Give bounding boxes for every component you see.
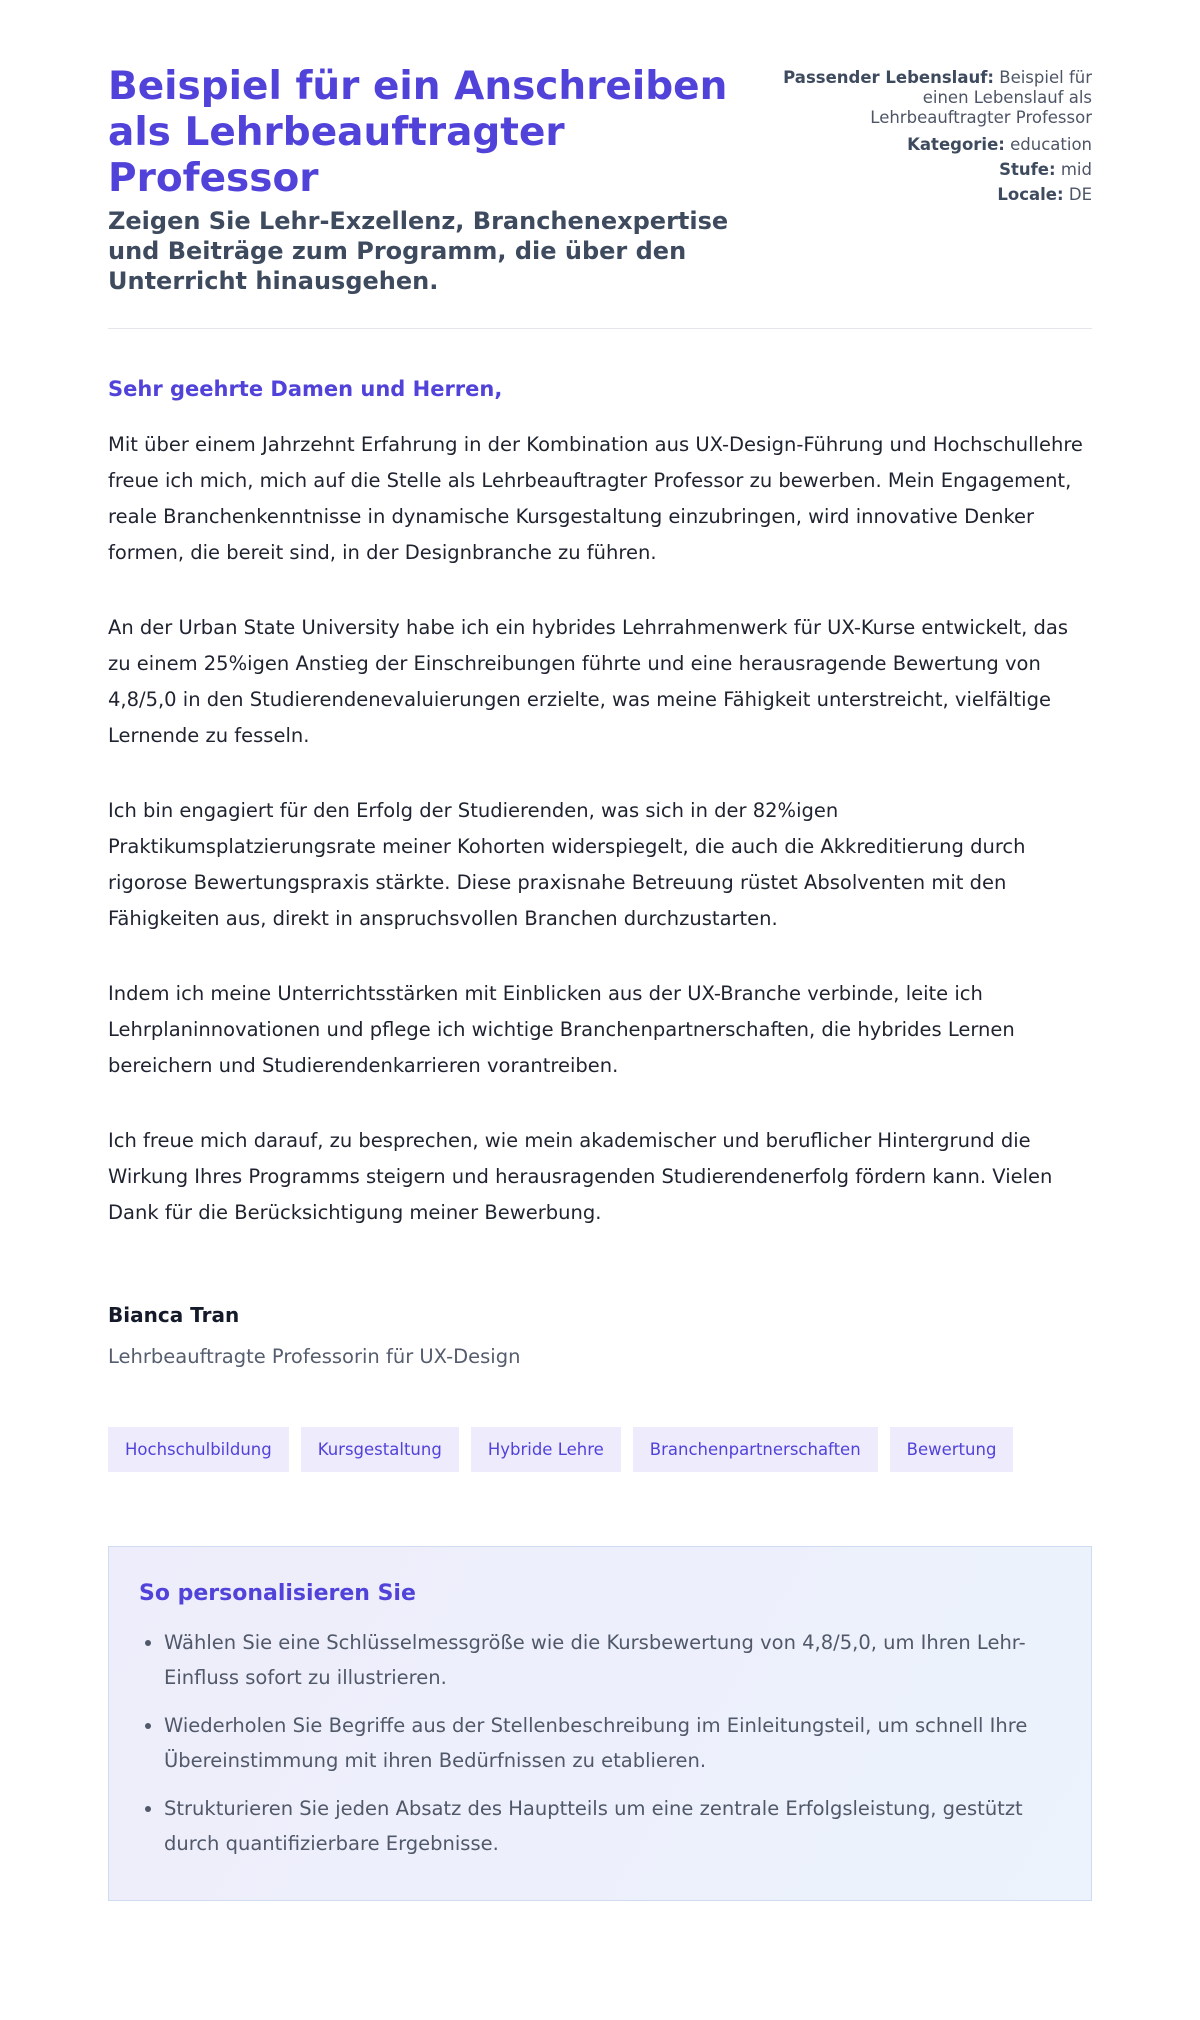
meta-level-label: Stufe: — [999, 160, 1056, 179]
meta-level — [782, 159, 1092, 180]
tag-hybride-lehre: Hybride Lehre — [471, 1427, 621, 1472]
meta-resume — [782, 68, 1092, 128]
letter-body — [108, 427, 1092, 1231]
tag-kursgestaltung: Kursgestaltung — [301, 1427, 459, 1472]
meta-category-label: Kategorie: — [907, 135, 1005, 154]
personalization-tips — [108, 1546, 1092, 1901]
page-subtitle: Zeigen Sie Lehr-Exzellenz, Branchenexpertise und Beiträge zum Programm, die über den Unterricht hinausgehen. — [108, 207, 729, 295]
page-title: Beispiel für ein Anschreiben als Lehrbeauftragter Professor — [108, 64, 728, 201]
meta-locale-value: DE — [1068, 185, 1092, 204]
signature-name: Bianca Tran — [108, 1303, 240, 1327]
tag-bewertung: Bewertung — [890, 1427, 1014, 1472]
letter-paragraph: Indem ich meine Unterrichtsstärken mit Einblicken aus der UX-Branche verbinde, leite ich Lehrplaninnovationen und pflege ich wichtige Branchenpartnerschaften, die hybrides Lernen bereichern und Studierendenkarrieren vorantreiben. — [108, 982, 1015, 1077]
tag-list — [108, 1427, 1092, 1472]
letter-paragraph: An der Urban State University habe ich ein hybrides Lehrrahmenwerk für UX-Kurse entwickelt, das zu einem 25%igen Anstieg der Einschreibungen führte und eine herausragende Bewertung von 4,8/5,0 in den Studierendenevaluierungen erzielte, was meine Fähigkeit unterstreicht, vielfältige Lernende zu fesseln. — [108, 616, 1069, 747]
tips-title: So personalisieren Sie — [139, 1581, 416, 1606]
meta-category — [782, 134, 1092, 155]
meta-resume-label: Passender Lebenslauf: — [783, 68, 994, 87]
letter-salutation: Sehr geehrte Damen und Herren, — [108, 377, 503, 401]
tip-item: • Wählen Sie eine Schlüsselmessgröße wie die Kursbewertung von 4,8/5,0, um Ihren Lehr-Einfluss sofort zu illustrieren. — [164, 1625, 1061, 1695]
tag-branchenpartnerschaften: Branchenpartnerschaften — [633, 1427, 878, 1472]
meta-level-value: mid — [1060, 160, 1092, 179]
letter — [108, 377, 1092, 1368]
header — [108, 64, 1092, 329]
tips-list — [139, 1625, 1061, 1861]
letter-paragraph: Mit über einem Jahrzehnt Erfahrung in der Kombination aus UX-Design-Führung und Hochschullehre freue ich mich, mich auf die Stelle als Lehrbeauftragter Professor zu bewerben. Mein Engagement, reale Branchenkenntnisse in dynamische Kursgestaltung einzubringen, wird innovative Denker formen, die bereit sind, in der Designbranche zu führen. — [108, 433, 1083, 564]
meta-locale — [782, 184, 1092, 205]
header-text — [108, 64, 782, 296]
meta-category-value: education — [1010, 135, 1092, 154]
letter-paragraph: Ich freue mich darauf, zu besprechen, wie mein akademischer und beruflicher Hintergrund die Wirkung Ihres Programms steigern und herausragenden Studierendenerfolg fördern kann. Vielen Dank für die Berücksichtigung meiner Bewerbung. — [108, 1129, 1053, 1224]
signature-title: Lehrbeauftragte Professorin für UX-Design — [108, 1345, 521, 1368]
meta-resume-value: Beispiel für einen Lebenslauf als Lehrbeauftragter Professor — [870, 68, 1092, 127]
letter-paragraph: Ich bin engagiert für den Erfolg der Studierenden, was sich in der 82%igen Praktikumsplatzierungsrate meiner Kohorten widerspiegelt, die auch die Akkreditierung durch rigorose Bewertungspraxis stärkte. Diese praxisnahe Betreuung rüstet Absolventen mit den Fähigkeiten aus, direkt in anspruchsvollen Branchen durchzustarten. — [108, 799, 1026, 930]
tip-item: • Strukturieren Sie jeden Absatz des Hauptteils um eine zentrale Erfolgsleistung, gestützt durch quantifizierbare Ergebnisse. — [164, 1791, 1061, 1861]
meta-locale-label: Locale: — [997, 185, 1064, 204]
tag-hochschulbildung: Hochschulbildung — [108, 1427, 289, 1472]
meta-panel — [782, 64, 1092, 209]
tip-item: • Wiederholen Sie Begriffe aus der Stellenbeschreibung im Einleitungsteil, um schnell Ihre Übereinstimmung mit ihren Bedürfnissen zu etablieren. — [164, 1708, 1061, 1778]
